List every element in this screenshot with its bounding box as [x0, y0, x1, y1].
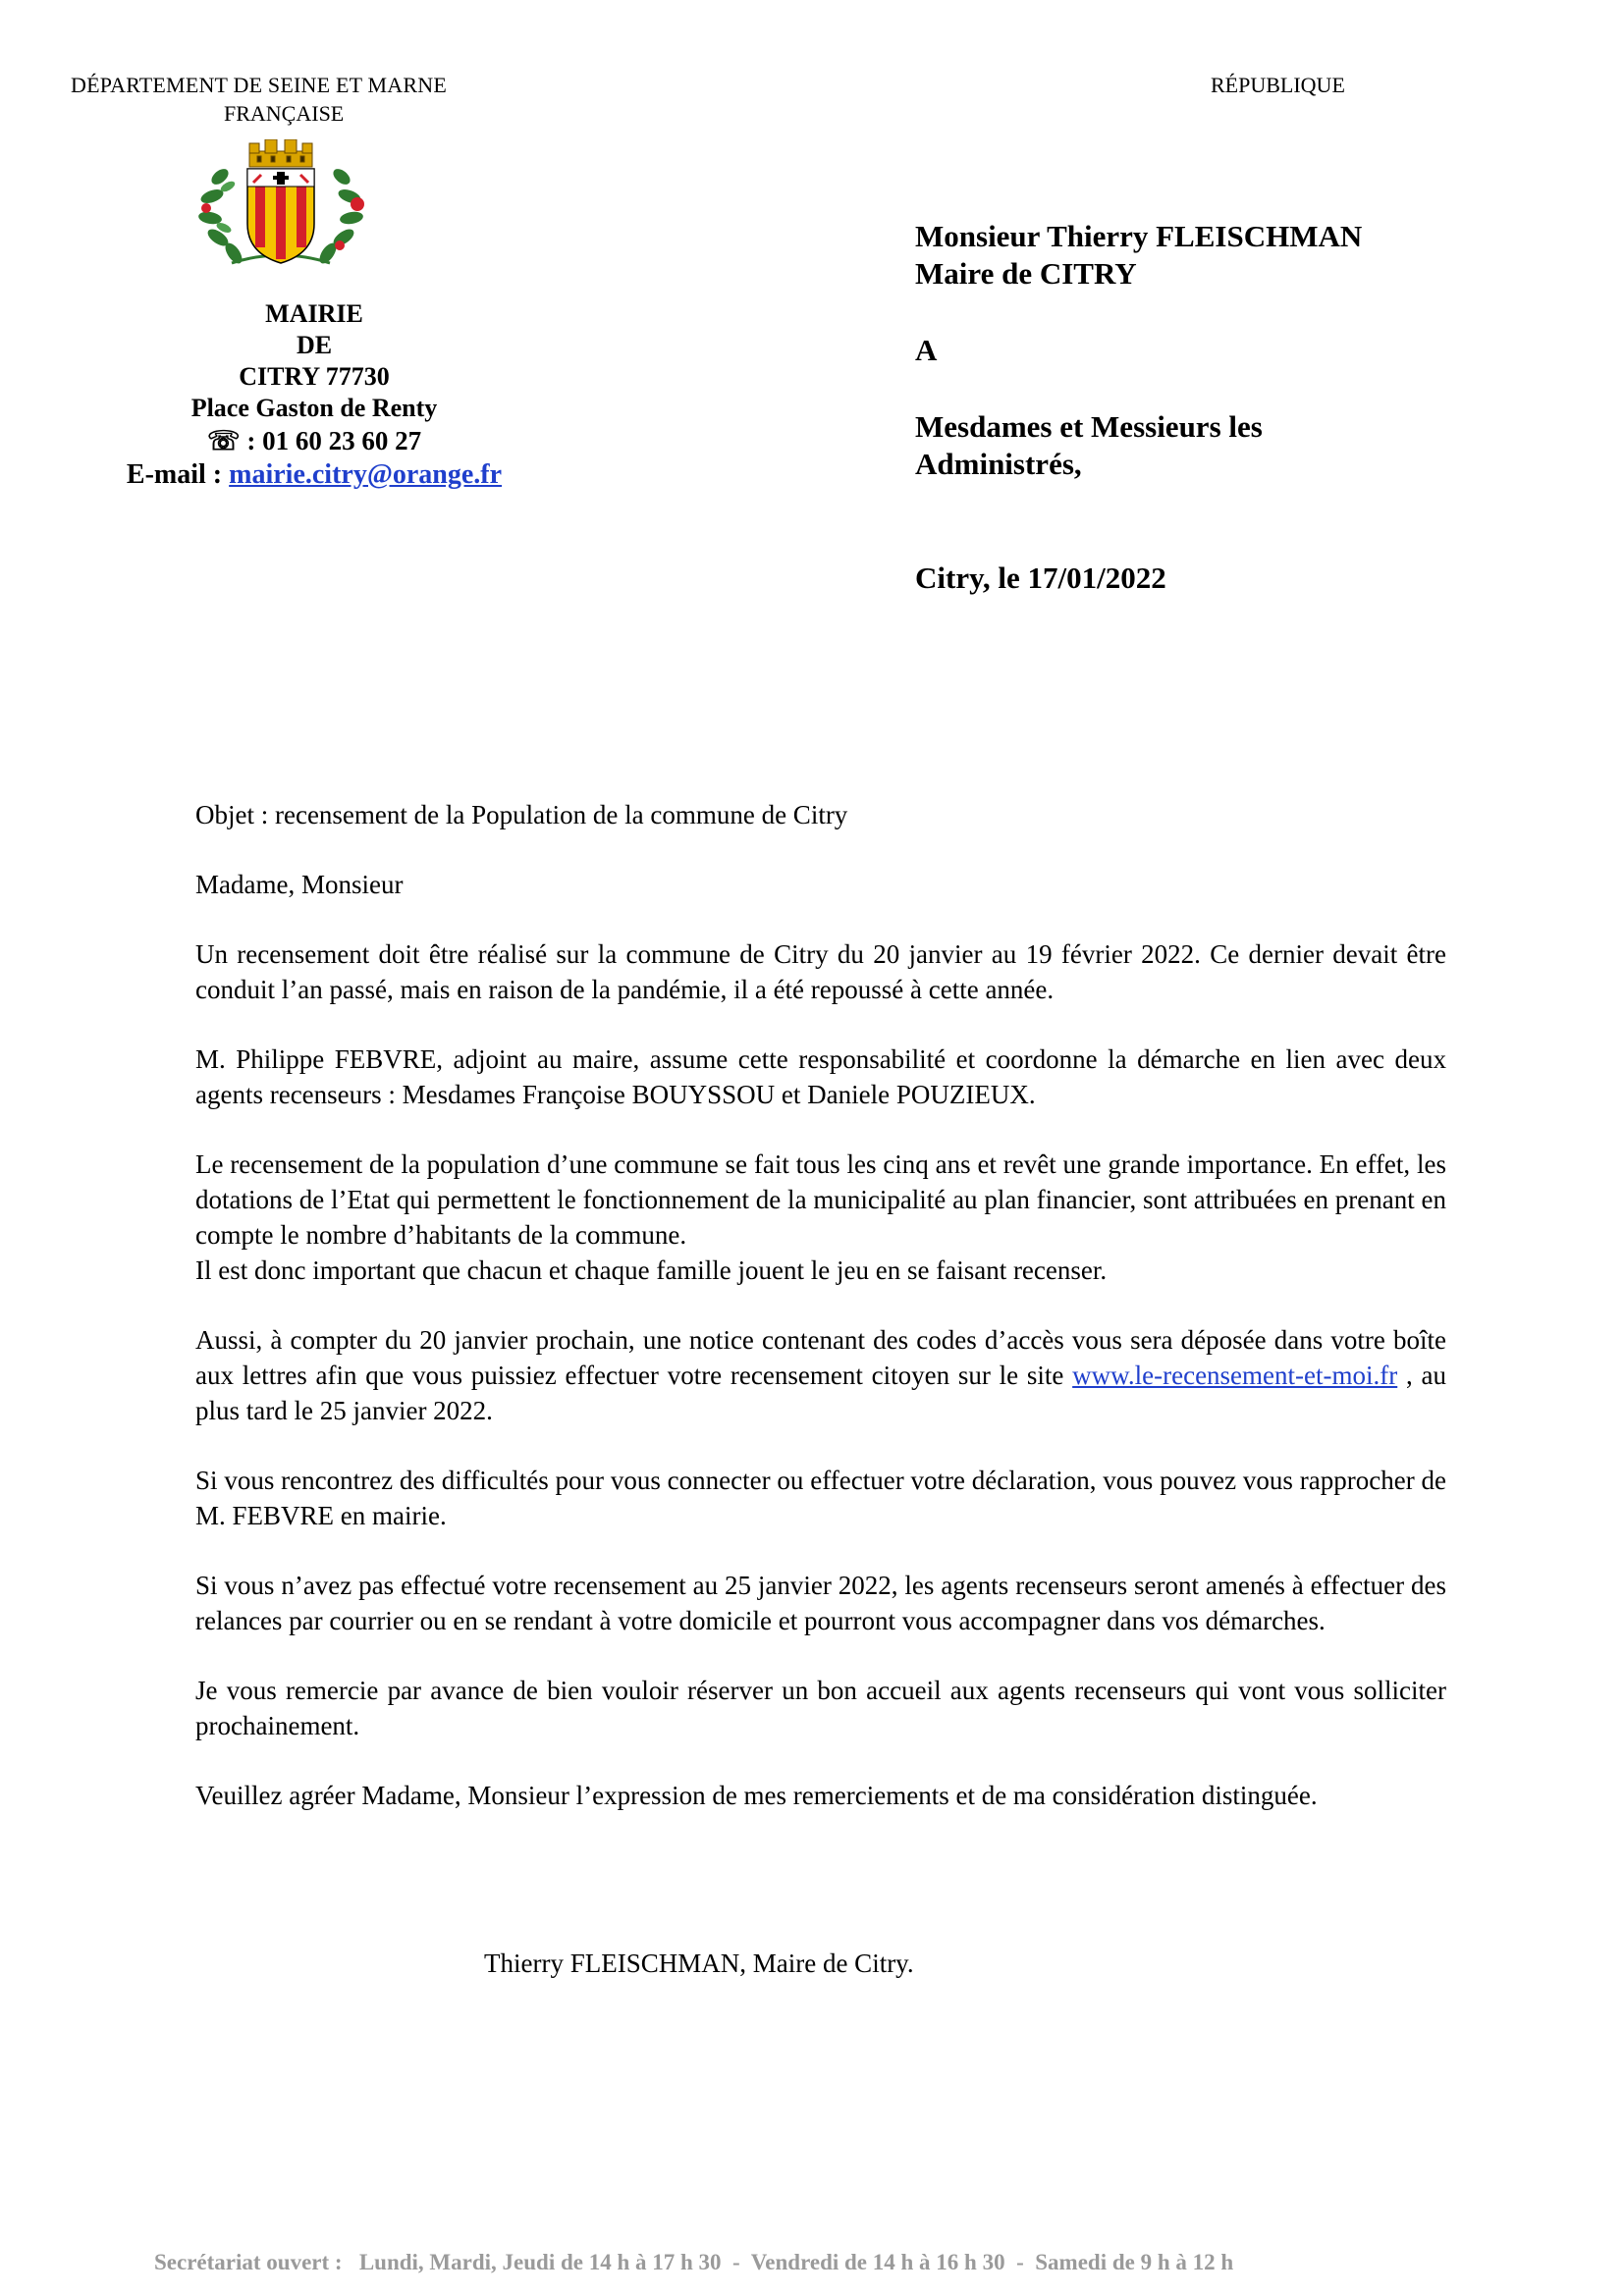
recensement-website-link[interactable]: www.le-recensement-et-moi.fr [1072, 1361, 1398, 1390]
mairie-line-3: CITRY 77730 [239, 362, 390, 391]
paragraph-3b: Il est donc important que chacun et chaque famille jouent le jeu en se faisant recenser. [195, 1255, 1108, 1285]
email-line [59, 457, 569, 493]
shield [247, 169, 314, 263]
mairie-address-block [59, 298, 569, 493]
letter-subject: Objet : recensement de la Population de la commune de Citry [195, 800, 848, 829]
citry-coat-of-arms-logo [192, 139, 369, 273]
mairie-line-2: DE [296, 331, 333, 359]
paragraph-7: Je vous remercie par avance de bien vouloir réserver un bon accueil aux agents recenseurs qui vont vous solliciter prochainement. [195, 1676, 1446, 1740]
paragraph-4-end: , au plus tard le 25 janvier 2022. [195, 1361, 1446, 1425]
department-header: DÉPARTEMENT DE SEINE ET MARNE [71, 73, 447, 97]
mural-crown [249, 139, 312, 167]
letter-date: Citry, le 17/01/2022 [915, 561, 1166, 595]
paragraph-3: Le recensement de la population d’une commune se fait tous les cinq ans et revêt une grande importance. En effet, les dotations de l’Etat qui permettent le fonctionnement de la municipalité au plan financier, sont attribuées en prenant en compte le nombre d’habitants de la commune. [195, 1149, 1446, 1250]
paragraph-6: Si vous n’avez pas effectué votre recensement au 25 janvier 2022, les agents recenseurs seront amenés à effectuer des relances par courrier ou en se rendant à votre domicile et pourront vous accompagner dans vos démarches. [195, 1571, 1446, 1635]
sender-name: Monsieur Thierry FLEISCHMAN [915, 219, 1363, 253]
paragraph-4 [195, 1322, 1446, 1428]
francaise-header: FRANÇAISE [224, 101, 345, 126]
letter-body [195, 797, 1446, 1813]
foliage-left [197, 166, 245, 266]
addressee-line-1: Mesdames et Messieurs les [915, 409, 1263, 444]
mairie-line-4: Place Gaston de Renty [190, 394, 438, 422]
paragraph-8: Veuillez agréer Madame, Monsieur l’expression de mes remerciements et de ma considération distinguée. [195, 1781, 1318, 1810]
office-hours-footer: Secrétariat ouvert : Lundi, Mardi, Jeudi de 14 h à 17 h 30 - Vendredi de 14 h à 16 h 30 - Samedi de 9 h à 12 h [154, 2250, 1234, 2274]
phone-number: : 01 60 23 60 27 [240, 426, 422, 455]
email-link[interactable]: mairie.citry@orange.fr [229, 459, 503, 490]
republique-header: RÉPUBLIQUE [1211, 73, 1345, 97]
letter-salutation: Madame, Monsieur [195, 870, 404, 899]
email-label: E-mail : [126, 459, 230, 490]
paragraph-2: M. Philippe FEBVRE, adjoint au maire, assume cette responsabilité et coordonne la démarche en lien avec deux agents recenseurs : Mesdames Françoise BOUYSSOU et Daniele POUZIEUX. [195, 1044, 1446, 1109]
sender-title: Maire de CITRY [915, 256, 1137, 291]
mairie-line-1: MAIRIE [265, 299, 363, 328]
to-marker: A [915, 333, 938, 367]
paragraph-5: Si vous rencontrez des difficultés pour vous connecter ou effectuer votre déclaration, vous pouvez vous rapprocher de M. FEBVRE en mairie. [195, 1466, 1446, 1530]
recipient-block [915, 218, 1362, 483]
paragraph-1: Un recensement doit être réalisé sur la commune de Citry du 20 janvier au 19 février 2022. Ce dernier devait être conduit l’an passé, mais en raison de la pandémie, il a été repoussé à cette année. [195, 939, 1446, 1004]
phone-line [59, 424, 569, 457]
addressee-line-2: Administrés, [915, 447, 1082, 481]
signature-line: Thierry FLEISCHMAN, Maire de Citry. [484, 1949, 914, 1978]
paragraph-4-text: Aussi, à compter du 20 janvier prochain, une notice contenant des codes d’accès vous sera déposée dans votre boîte aux lettres afin que vous puissiez effectuer votre recensement citoyen sur le site [195, 1325, 1446, 1390]
telephone-icon: ☏ [206, 426, 241, 455]
